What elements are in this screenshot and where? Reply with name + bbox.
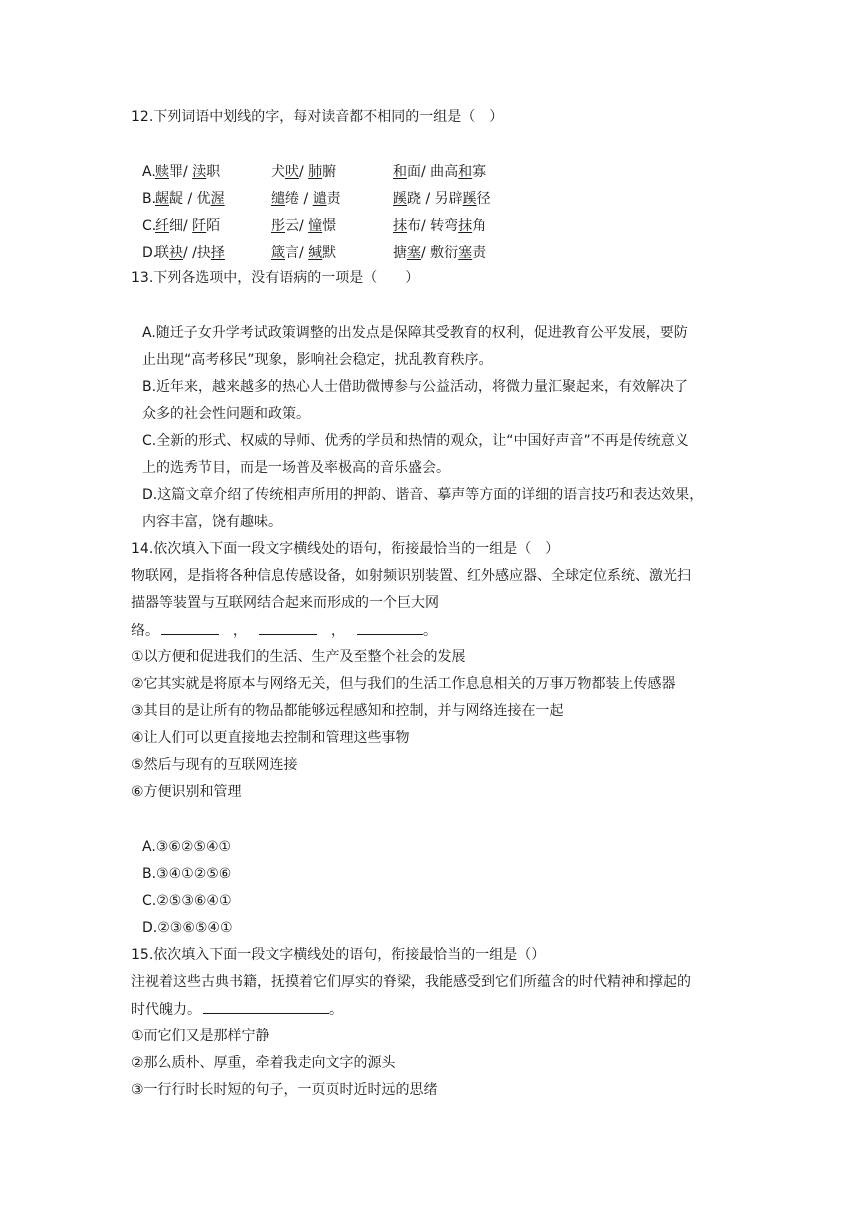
q14-option-c: C.②⑤③⑥④①	[142, 893, 232, 909]
q13-option-a-line2: 止出现“高考移民”现象，影响社会稳定，扰乱教育秩序。	[142, 352, 493, 368]
underlined-char: 谴	[312, 191, 327, 207]
q13-option-d-line2: 内容丰富，饶有趣味。	[142, 514, 282, 530]
underlined-char: 塞	[458, 245, 473, 261]
q14-passage-line2: 描器等装置与互联网结合起来而形成的一个巨大网	[131, 595, 439, 611]
q15-item-1: ①而它们又是那样宁静	[131, 1028, 270, 1044]
underlined-char: 肺	[308, 164, 323, 180]
q15-passage-prefix: 时代魄力。	[131, 1002, 201, 1018]
q14-option-b: B.③④①②⑤⑥	[142, 866, 232, 882]
text-segment: 细/	[169, 218, 193, 234]
text-segment: 联	[155, 245, 169, 261]
underlined-char: 吠	[285, 164, 299, 180]
text-segment: 犬	[271, 164, 285, 180]
q14-passage-line3	[131, 620, 437, 641]
q12-stem: 12.下列词语中划线的字，每对读音都不相同的一组是（ ）	[131, 109, 504, 125]
text-segment: /	[299, 164, 309, 180]
q15-passage-line2	[131, 999, 343, 1020]
q12-option-c-pair-1	[155, 216, 220, 236]
text-segment: 面/ 曲高	[407, 164, 459, 180]
underlined-char: 袂	[169, 245, 183, 261]
q15-stem: 15.依次填入下面一段文字横线处的语句，衔接最恰当的一组是（）	[131, 947, 546, 963]
underlined-char: 和	[458, 164, 473, 180]
q14-passage-line1: 物联网，是指将各种信息传感设备，如射频识别装置、红外感应器、全球定位系统、激光扫	[131, 568, 691, 584]
q12-option-d-pair-3	[393, 243, 486, 263]
text-segment: / 敷衍	[421, 245, 459, 261]
text-segment: 言/	[285, 245, 309, 261]
q13-option-c-line2: 上的选秀节目，而是一场普及率极高的音乐盛会。	[142, 460, 450, 476]
q12-option-d-pair-1	[155, 243, 225, 263]
text-segment: 跷 / 另辟	[407, 191, 463, 207]
q14-separator-2: ，	[331, 623, 345, 639]
text-segment: 角	[472, 218, 487, 234]
text-segment: / /抉	[183, 245, 211, 261]
q15-item-2: ②那么质朴、厚重，牵着我走向文字的源头	[131, 1055, 396, 1071]
text-segment: 默	[322, 245, 337, 261]
q14-blank-1[interactable]	[161, 620, 219, 635]
underlined-char: 渥	[210, 191, 225, 207]
q14-item-1: ①以方便和促进我们的生活、生产及至整个社会的发展	[131, 649, 466, 665]
underlined-char: 蹊	[462, 191, 477, 207]
underlined-char: 阡	[192, 218, 207, 234]
underlined-char: 赎	[155, 164, 169, 180]
q12-option-a-label: A.	[142, 164, 156, 180]
q14-item-2: ②它其实就是将原本与网络无关，但与我们的生活工作息息相关的万事万物都装上传感器	[131, 676, 676, 692]
q12-option-b-pair-3	[393, 189, 491, 209]
q12-option-c-label: C.	[142, 218, 157, 234]
q12-option-a-pair-1	[155, 162, 220, 182]
text-segment: 龊 / 优	[169, 191, 211, 207]
q12-option-a-pair-2	[271, 162, 336, 182]
underlined-char: 憧	[308, 218, 323, 234]
q12-option-c-pair-2	[271, 216, 336, 236]
text-segment: 寡	[472, 164, 487, 180]
q13-option-b-line2: 众多的社会性问题和政策。	[142, 406, 310, 422]
q12-option-d-label: D.	[142, 245, 158, 261]
underlined-char: 箴	[271, 245, 285, 261]
q14-separator-1: ，	[233, 623, 247, 639]
text-segment: 责	[472, 245, 487, 261]
q13-stem: 13.下列各选项中，没有语病的一项是（ ）	[131, 270, 420, 286]
text-segment: 罪/	[169, 164, 193, 180]
q15-blank[interactable]	[203, 999, 329, 1014]
text-segment: 布/ 转弯	[407, 218, 459, 234]
underlined-char: 龌	[155, 191, 169, 207]
text-segment: 憬	[322, 218, 337, 234]
q12-option-a-pair-3	[393, 162, 486, 182]
underlined-char: 蹊	[393, 191, 407, 207]
q14-item-3: ③其目的是让所有的物品都能够远程感知和控制，并与网络连接在一起	[131, 703, 564, 719]
text-segment: 陌	[206, 218, 221, 234]
q14-item-4: ④让人们可以更直接地去控制和管理这些事物	[131, 730, 410, 746]
q12-option-c-pair-3	[393, 216, 486, 236]
q14-passage-end: 。	[423, 623, 437, 639]
underlined-char: 纤	[155, 218, 169, 234]
q14-option-a: A.③⑥②⑤④①	[142, 839, 232, 855]
underlined-char: 塞	[407, 245, 421, 261]
q14-passage-prefix: 络。	[131, 623, 159, 639]
text-segment: 搪	[393, 245, 407, 261]
q12-option-d-pair-2	[271, 243, 336, 263]
text-segment: 绻 /	[285, 191, 313, 207]
q12-option-b-pair-1	[155, 189, 225, 209]
underlined-char: 抹	[458, 218, 473, 234]
underlined-char: 缄	[308, 245, 323, 261]
q12-option-b-label: B.	[142, 191, 157, 207]
q13-option-d-line1: D.这篇文章介绍了传统相声所用的押韵、谐音、摹声等方面的详细的语言技巧和表达效果，	[142, 487, 704, 503]
text-segment: 径	[476, 191, 491, 207]
q15-item-3: ③一行行时长时短的句子，一页页时近时远的思绪	[131, 1082, 438, 1098]
underlined-char: 抹	[393, 218, 407, 234]
q15-passage-line1: 注视着这些古典书籍，抚摸着它们厚实的脊梁，我能感受到它们所蕴含的时代精神和撑起的	[131, 974, 691, 990]
q14-option-d: D.②③⑥⑤④①	[142, 920, 233, 936]
q14-blank-2[interactable]	[259, 620, 317, 635]
text-segment: 腑	[322, 164, 337, 180]
underlined-char: 彤	[271, 218, 285, 234]
underlined-char: 和	[393, 164, 407, 180]
text-segment: 职	[206, 164, 221, 180]
underlined-char: 缱	[271, 191, 285, 207]
underlined-char: 渎	[192, 164, 207, 180]
text-segment: 云/	[285, 218, 309, 234]
q14-item-5: ⑤然后与现有的互联网连接	[131, 757, 298, 773]
q13-option-a-line1: A.随迁子女升学考试政策调整的出发点是保障其受教育的权利，促进教育公平发展，要防	[142, 325, 688, 341]
q14-stem: 14.依次填入下面一段文字横线处的语句，衔接最恰当的一组是（ ）	[131, 541, 560, 557]
q12-option-b-pair-2	[271, 189, 341, 209]
q14-item-6: ⑥方便识别和管理	[131, 784, 242, 800]
underlined-char: 择	[210, 245, 225, 261]
text-segment: 责	[326, 191, 341, 207]
q13-option-c-line1: C.全新的形式、权威的导师、优秀的学员和热情的观众，让“中国好声音”不再是传统意义	[142, 433, 689, 449]
q15-passage-end: 。	[329, 1002, 343, 1018]
q13-option-b-line1: B.近年来，越来越多的热心人士借助微博参与公益活动，将微力量汇聚起来，有效解决了	[142, 379, 689, 395]
q14-blank-3[interactable]	[357, 620, 423, 635]
